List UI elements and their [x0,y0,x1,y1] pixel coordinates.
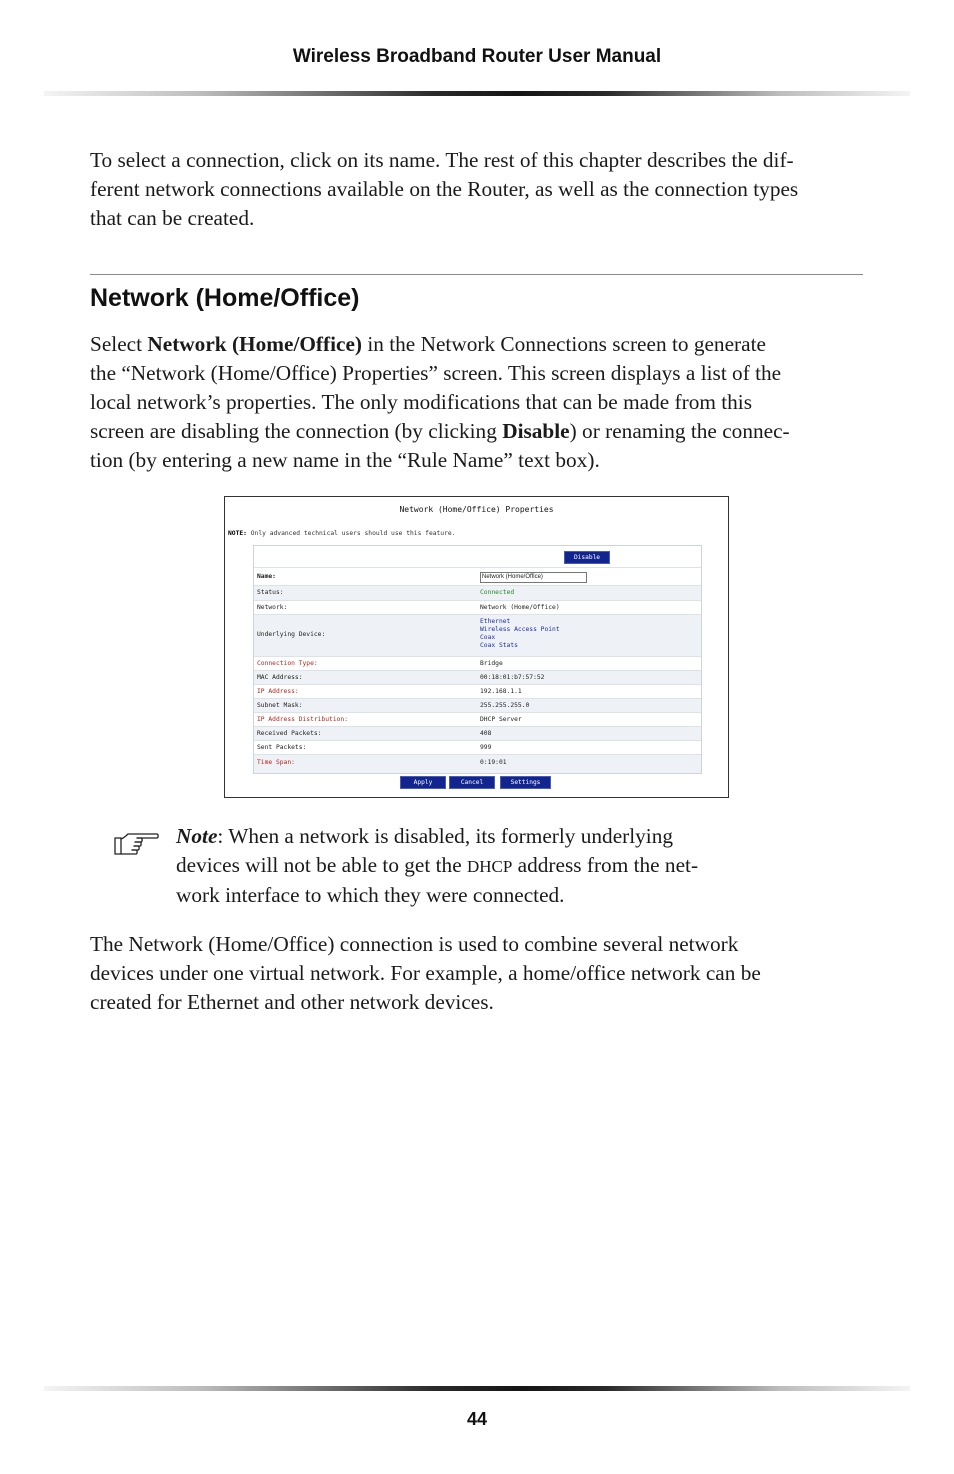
note-text: Only advanced technical users should use this feature. [246,530,456,537]
body-line: devices under one virtual network. For example, a home/office network can be [90,961,761,985]
received-packets-value: 408 [480,730,492,737]
cancel-button[interactable]: Cancel [449,776,495,789]
intro-line: To select a connection, click on its name. The rest of this chapter describes the dif- [90,148,794,172]
note-label: Note [176,824,218,848]
screenshot-title: Network (Home/Office) Properties [399,505,554,514]
properties-screenshot [224,496,729,798]
mac-label: MAC Address: [257,674,303,681]
network-value: Network (Home/Office) [480,604,560,611]
network-label: Network: [257,604,288,611]
table-row [254,754,701,773]
header-rule [44,91,910,96]
subnet-label: Subnet Mask: [257,702,303,709]
table-row [254,698,701,713]
text: address from the net- [512,853,699,877]
table-row [254,726,701,741]
time-span-value: 0:19:01 [480,759,507,766]
section-heading: Network (Home/Office) [90,284,360,312]
table-row [254,712,701,727]
intro-paragraph [90,146,866,233]
text: ) or renaming the connec- [569,419,790,443]
connection-type-label: Connection Type: [257,660,318,667]
body-line: The Network (Home/Office) connection is used to combine several network [90,932,739,956]
name-field[interactable]: Network (Home/Office) [480,572,587,583]
body-line: the “Network (Home/Office) Properties” screen. This screen displays a list of the [90,361,782,385]
section-divider [90,274,863,275]
time-span-label: Time Span: [257,759,295,766]
device-link-ethernet[interactable]: Ethernet [480,618,511,625]
text: : When a network is disabled, its formerly underlying [217,824,674,848]
received-packets-label: Received Packets: [257,730,322,737]
table-row [254,567,701,585]
sent-packets-value: 999 [480,744,492,751]
dhcp-acronym: DHCP [466,857,513,876]
properties-table [253,545,702,774]
text: Select [90,332,148,356]
ip-distribution-label: IP Address Distribution: [257,716,348,723]
note-label: NOTE: [228,530,247,537]
body-line [90,330,866,359]
table-row [254,670,701,685]
name-label: Name: [257,573,276,580]
text: in the Network Connections screen to generate [362,332,766,356]
intro-line: that can be created. [90,206,255,230]
table-row [254,684,701,699]
device-link-coax-stats[interactable]: Coax Stats [480,642,518,649]
table-row [254,740,701,755]
note-line [176,822,816,851]
ip-label: IP Address: [257,688,299,695]
body-paragraph [90,930,866,1017]
subnet-value: 255.255.255.0 [480,702,530,709]
connection-type-value: Bridge [480,660,503,667]
text: screen are disabling the connection (by clicking [90,419,503,443]
status-value: Connected [480,589,515,596]
ip-distribution-value: DHCP Server [480,716,522,723]
note-paragraph [176,822,816,910]
screenshot-note [228,530,455,537]
note-line [176,851,816,881]
table-row [254,614,701,657]
body-line: created for Ethernet and other network devices. [90,990,494,1014]
settings-button[interactable]: Settings [500,776,551,789]
underlying-label: Underlying Device: [257,631,326,638]
running-header: Wireless Broadband Router User Manual [292,46,662,67]
mac-value: 00:18:01:b7:57:52 [480,674,545,681]
page-number: 44 [466,1409,488,1429]
text: devices will not be able to get the [176,853,467,877]
body-line: tion (by entering a new name in the “Rule Name” text box). [90,448,600,472]
pointing-hand-icon [113,830,159,858]
ip-value: 192.168.1.1 [480,688,522,695]
sent-packets-label: Sent Packets: [257,744,307,751]
table-row [254,600,701,615]
bold-term: Disable [502,419,570,443]
table-row [254,585,701,600]
bold-term: Network (Home/Office) [147,332,363,356]
device-link-wireless-ap[interactable]: Wireless Access Point [480,626,560,633]
status-label: Status: [257,589,284,596]
device-link-coax[interactable]: Coax [480,634,496,641]
body-line: local network’s properties. The only modifications that can be made from this [90,390,753,414]
disable-button[interactable]: Disable [564,551,610,564]
body-paragraph [90,330,866,475]
table-row [254,656,701,671]
intro-line: ferent network connections available on the Router, as well as the connection types [90,177,799,201]
footer-rule [44,1386,910,1391]
note-line: work interface to which they were connected. [176,883,565,907]
body-line [90,417,866,446]
apply-button[interactable]: Apply [400,776,446,789]
